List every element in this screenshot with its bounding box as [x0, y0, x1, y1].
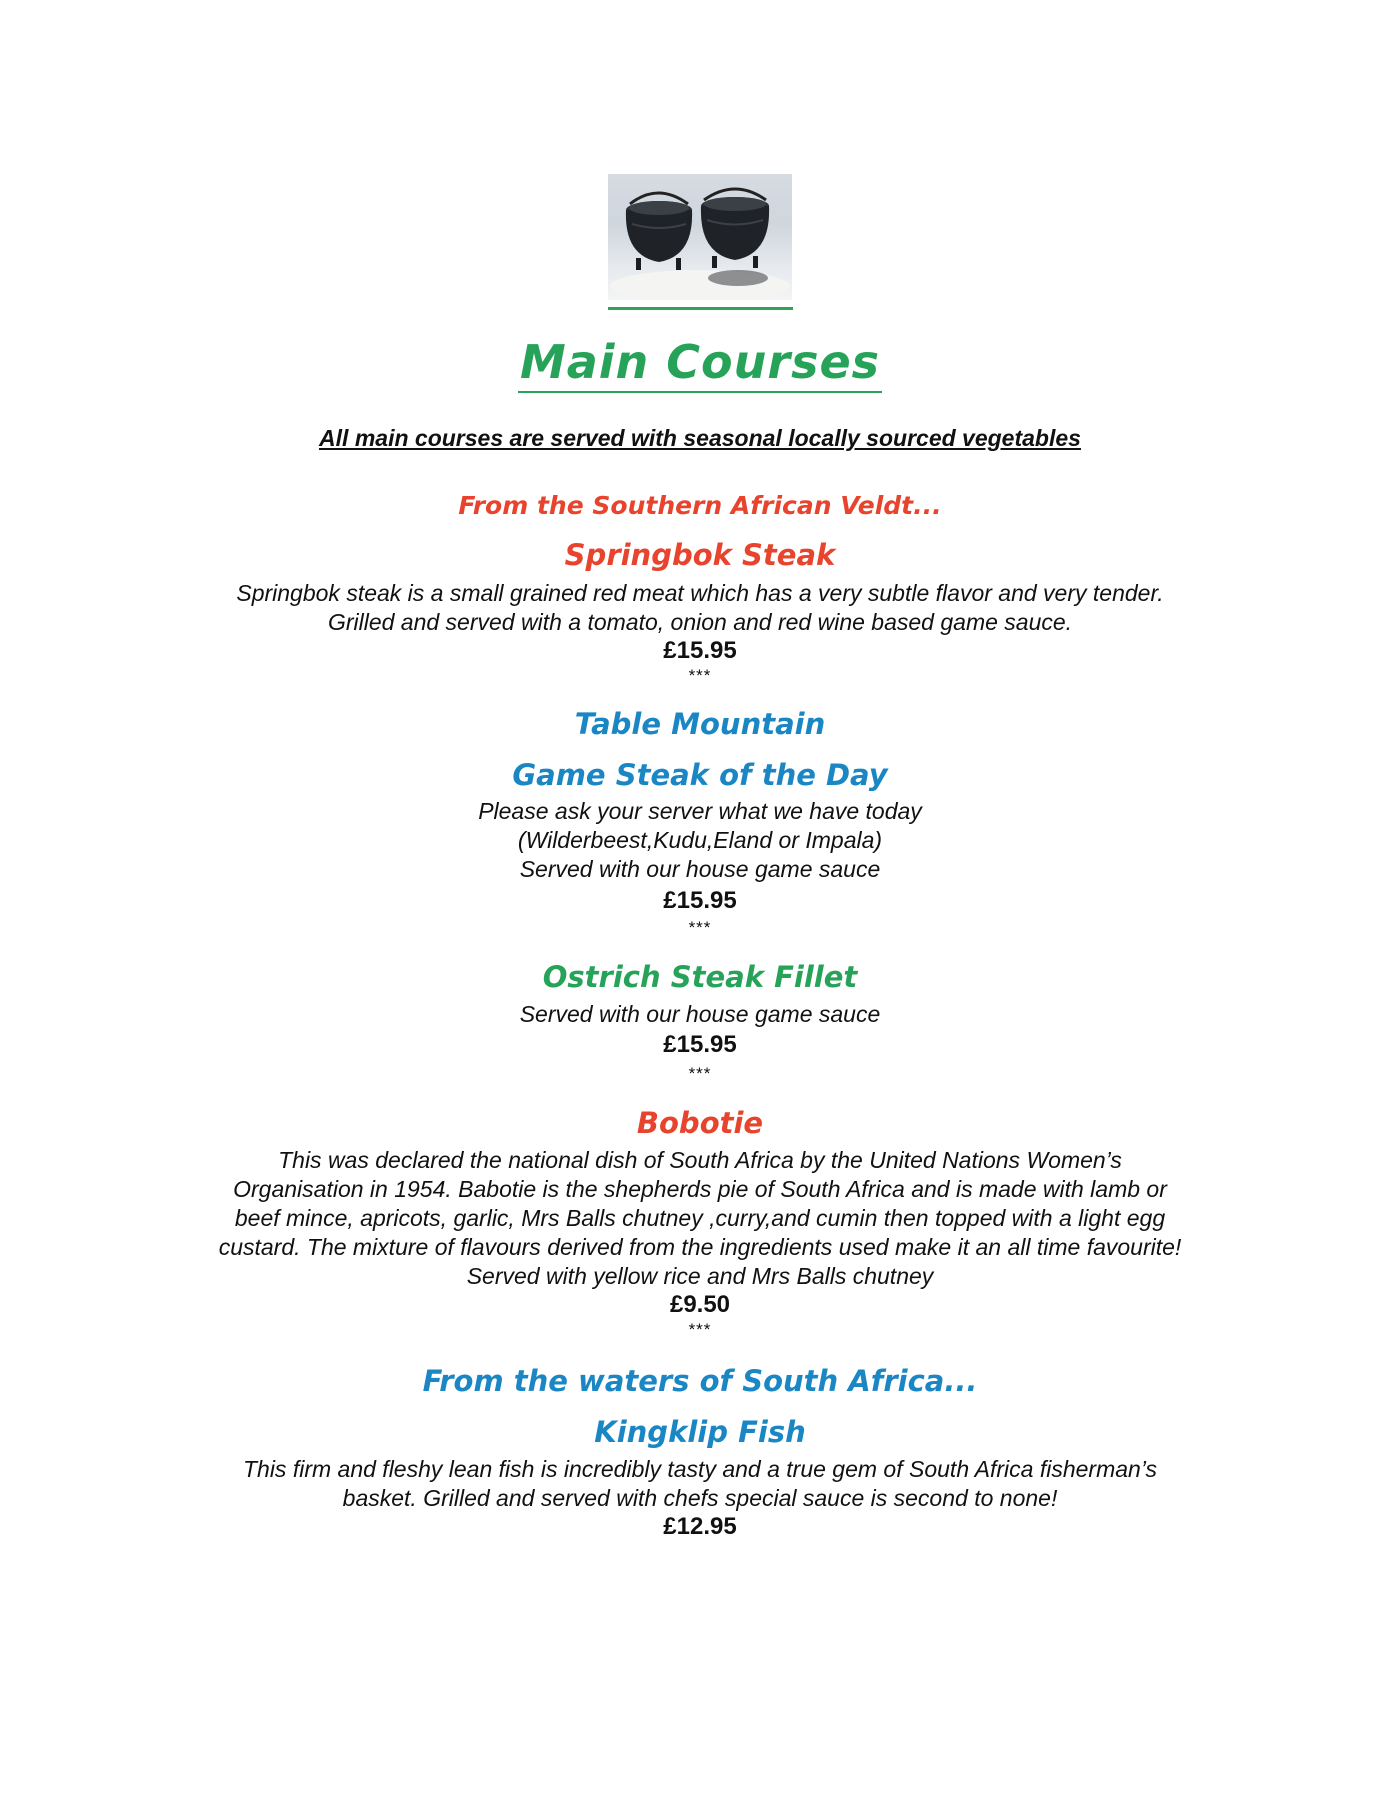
photo-underline-rule: [608, 307, 793, 310]
dish-price-kingklip: £12.95: [663, 1513, 737, 1540]
dish-title-table-mountain: Table Mountain: [574, 707, 826, 741]
section-heading-waters: From the waters of South Africa...: [422, 1364, 978, 1398]
section-heading-veldt: From the Southern African Veldt...: [458, 491, 942, 520]
desc-line: Springbok steak is a small grained red meat which has a very subtle flavor and very tender.: [236, 580, 1164, 606]
dish-separator: ***: [688, 666, 712, 685]
dish-separator: ***: [688, 1064, 712, 1083]
desc-line: beef mince, apricots, garlic, Mrs Balls chutney ,curry,and cumin then topped with a light egg: [234, 1205, 1166, 1231]
cast-iron-pots-icon: [608, 174, 792, 300]
dish-title-bobotie: Bobotie: [636, 1106, 764, 1140]
desc-line: This firm and fleshy lean fish is incredibly tasty and a true gem of South Africa fisherman’s: [242, 1456, 1158, 1482]
page-title-text: Main Courses: [518, 335, 882, 393]
dish-desc-game-steak: [0, 797, 1400, 884]
dish-price-ostrich: £15.95: [663, 1031, 737, 1058]
desc-line: (Wilderbeest,Kudu,Eland or Impala): [517, 827, 883, 853]
desc-line: Please ask your server what we have today: [478, 798, 922, 824]
dish-price-game-steak: £15.95: [663, 887, 737, 914]
dish-desc-springbok: [0, 579, 1400, 637]
dish-separator: ***: [688, 918, 712, 937]
dish-desc-kingklip: [0, 1455, 1400, 1513]
desc-line: This was declared the national dish of South Africa by the United Nations Women’s: [278, 1147, 1122, 1173]
potjie-pots-photo: [608, 174, 792, 300]
desc-line: basket. Grilled and served with chefs special sauce is second to none!: [342, 1485, 1058, 1511]
dish-title-game-steak: Game Steak of the Day: [512, 758, 888, 792]
desc-line: Grilled and served with a tomato, onion and red wine based game sauce.: [327, 609, 1073, 635]
dish-desc-bobotie: [0, 1146, 1400, 1291]
desc-line: custard. The mixture of flavours derived from the ingredients used make it an all time favourite!: [218, 1234, 1182, 1260]
desc-line: Organisation in 1954. Babotie is the shepherds pie of South Africa and is made with lamb or: [233, 1176, 1167, 1202]
dish-price-springbok: £15.95: [663, 637, 737, 664]
dish-title-springbok: Springbok Steak: [564, 538, 836, 572]
dish-separator: ***: [688, 1320, 712, 1339]
dish-price-bobotie: £9.50: [669, 1291, 731, 1318]
dish-title-ostrich: Ostrich Steak Fillet: [542, 960, 858, 994]
page-title: [0, 332, 1400, 392]
dish-desc-ostrich: [0, 1000, 1400, 1029]
dish-title-kingklip: Kingklip Fish: [594, 1415, 806, 1449]
desc-line: Served with our house game sauce: [519, 1001, 881, 1027]
desc-line: Served with our house game sauce: [519, 856, 881, 882]
page-subtitle: All main courses are served with seasonal locally sourced vegetables: [319, 425, 1081, 451]
desc-line: Served with yellow rice and Mrs Balls chutney: [466, 1263, 934, 1289]
